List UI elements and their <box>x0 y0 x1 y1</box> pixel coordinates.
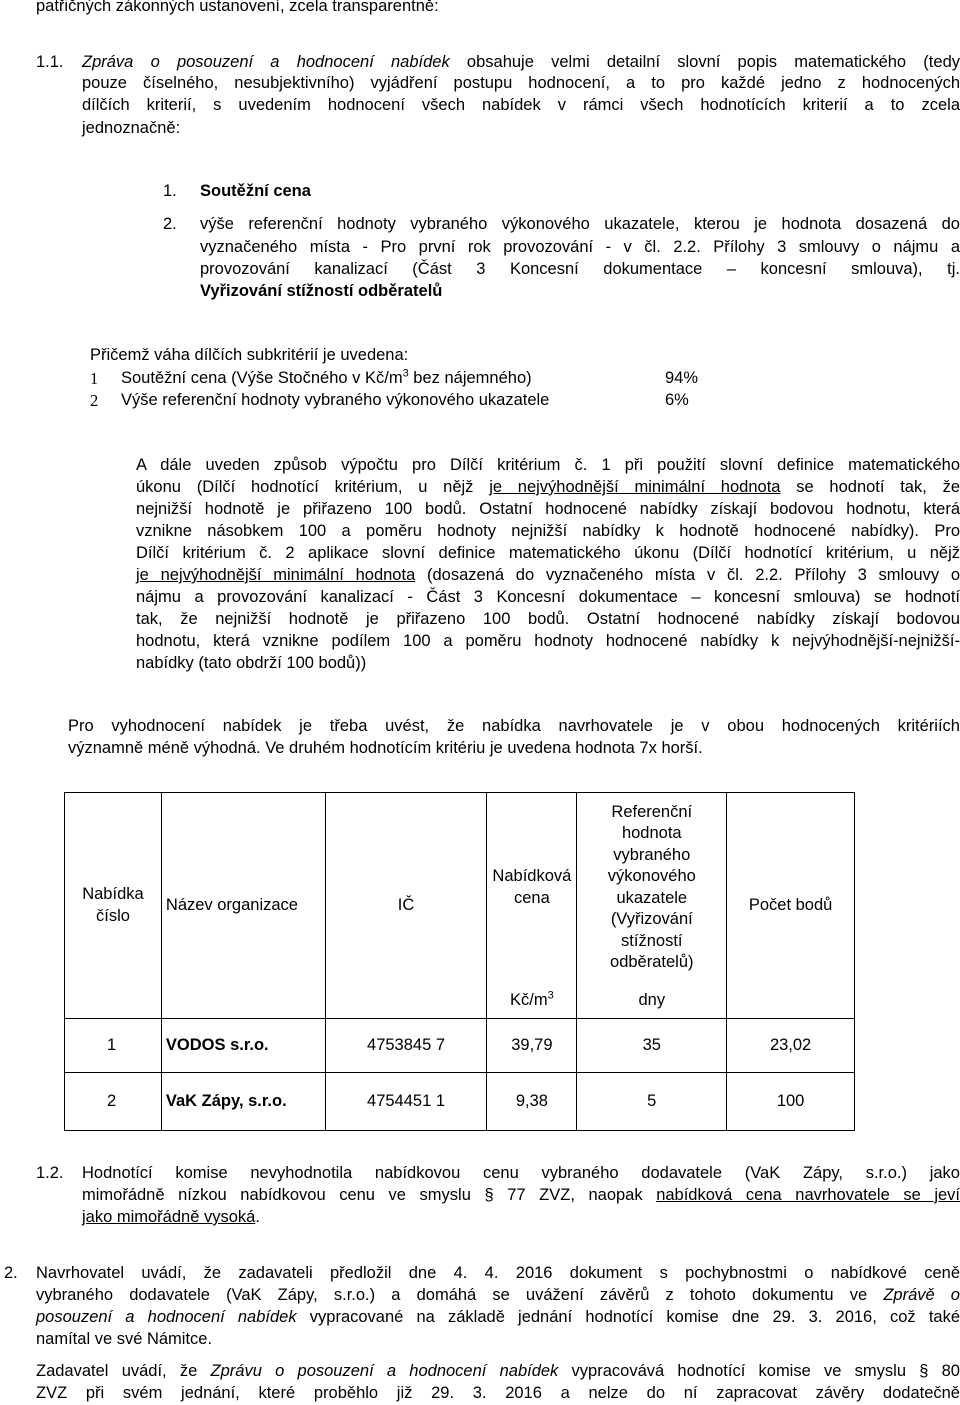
section-1-1-line1: Zpráva o posouzení a hodnocení nabídek obsahuje velmi detailní slovní popis matematického (tedy <box>82 53 960 71</box>
method-line10: nabídky (tato obdrží 100 bodů)) <box>136 654 367 672</box>
header-reference-value: Referenční hodnota vybraného výkonového ukazatele (Vyřizování stížností odběratelů) <box>577 793 727 983</box>
header-offer-number: Nabídka číslo <box>65 793 162 1019</box>
section-2-paragraph2-line2: ZVZ při svém jednání, které proběhlo již 29. 3. 2016 a nelze do ní zapracovat závěry dodatečně <box>36 1384 960 1402</box>
criterion-2-line2: vyznačeného místa - Pro první rok provozování - v čl. 2.2. Přílohy 3 smlouvy o nájmu a <box>200 238 960 256</box>
section-2-line3: posouzení a hodnocení nabídek vypracované na základě jednání hodnotící komise dne 29. 3. 2016, což také <box>36 1308 960 1326</box>
method-line4: vznikne násobkem 100 a poměru hodnoty nejnižší nabídky k hodnotě hodnocené nabídky). Pro <box>136 522 960 540</box>
section-2-line2: vybraného dodavatele (VaK Zápy, s.r.o.) a domáhá se uvážení závěrů z tohoto dokumentu ve Zprávě o <box>36 1286 960 1304</box>
weight-row-2-number: 2 <box>90 391 99 410</box>
section-1-1-line3: dílčích kriterií, s uvedením hodnocení všech nabídek v rámci všech hodnotících kriterií a to zcela <box>82 96 960 114</box>
section-1-2-number: 1.2. <box>36 1164 64 1182</box>
header-organization: Název organizace <box>161 793 325 1019</box>
section-2-number: 2. <box>4 1264 18 1282</box>
header-offer-price: Nabídková cena <box>487 793 577 983</box>
top-line: patřičných zákonných ustanovení, zcela transparentně: <box>36 0 439 15</box>
weight-row-2-value: 6% <box>665 391 689 409</box>
criterion-2-bold: Vyřizování stížností odběratelů <box>200 282 443 300</box>
section-2-line4: namítal ve své Námitce. <box>36 1330 213 1348</box>
row-1-points: 23,02 <box>727 1019 855 1073</box>
section-1-1-line4: jednoznačně: <box>82 119 181 137</box>
row-1-organization: VODOS s.r.o. <box>161 1019 325 1073</box>
section-1-2-line3: jako mimořádně vysoká. <box>82 1208 260 1226</box>
row-2-number: 2 <box>65 1073 162 1131</box>
criterion-2-line1: výše referenční hodnoty vybraného výkonového ukazatele, kterou je hodnota dosazená do <box>200 215 960 233</box>
method-line3: nejnižší hodnotě je přiřazeno 100 bodů. Ostatní hodnocené nabídky získají bodovou hodnotu, která <box>136 500 960 518</box>
evaluation-line2: významně méně výhodná. Ve druhém hodnotícím kritériu je uvedena hodnota 7x horší. <box>68 739 703 757</box>
criterion-1-text: Soutěžní cena <box>200 182 311 200</box>
weights-intro: Přičemž váha dílčích subkritérií je uvedena: <box>90 346 409 364</box>
method-line8: tak, že nejnižší hodnotě je přiřazeno 100 bodů. Ostatní hodnocené nabídky získají bodovou <box>136 610 960 628</box>
weight-row-2-label: Výše referenční hodnoty vybraného výkonového ukazatele <box>121 391 550 409</box>
header-points: Počet bodů <box>727 793 855 1019</box>
offers-table <box>64 792 855 1131</box>
row-2-price: 9,38 <box>487 1073 577 1131</box>
row-1-ic: 4753845 7 <box>325 1019 487 1073</box>
section-1-2-line1: Hodnotící komise nevyhodnotila nabídkovou cenu vybraného dodavatele (VaK Zápy, s.r.o.) jako <box>82 1164 960 1182</box>
method-line2: úkonu (Dílčí hodnotící kritérium, u nějž je nejvýhodnější minimální hodnota se hodnotí tak, že <box>136 478 960 496</box>
row-2-points: 100 <box>727 1073 855 1131</box>
criterion-2-line3: provozování kanalizací (Část 3 Koncesní dokumentace – koncesní smlouva), tj. <box>200 260 960 278</box>
criterion-1-number: 1. <box>163 182 177 200</box>
row-1-number: 1 <box>65 1019 162 1073</box>
section-2-line1: Navrhovatel uvádí, že zadavateli předložil dne 4. 4. 2016 dokument s pochybnostmi o nabídkové ceně <box>36 1264 960 1282</box>
weight-row-1-value: 94% <box>665 369 699 387</box>
section-2-paragraph2-line1: Zadavatel uvádí, že Zprávu o posouzení a hodnocení nabídek vypracovává hodnotící komise ve smyslu § 80 <box>36 1362 960 1380</box>
row-1-reference: 35 <box>577 1019 727 1073</box>
section-1-1-line2: pouze číselného, nesubjektivního) vyjádření postupu hodnocení, a to pro každé jedno z hodnocených <box>82 74 960 92</box>
unit-reference: dny <box>577 983 727 1019</box>
row-1-price: 39,79 <box>487 1019 577 1073</box>
table-header-row <box>65 793 855 983</box>
method-line6: je nejvýhodnější minimální hodnota (dosazená do vyznačeného místa v čl. 2.2. Přílohy 3 smlouvy o <box>136 566 960 584</box>
weight-row-1-number: 1 <box>90 369 99 388</box>
row-2-reference: 5 <box>577 1073 727 1131</box>
method-line5: Dílčí kritérium č. 2 aplikace slovní definice matematického úkonu (Dílčí hodnotící kritérium, u nějž <box>136 544 960 562</box>
method-line1: A dále uveden způsob výpočtu pro Dílčí kritérium č. 1 při použití slovní definice matematického <box>136 456 960 474</box>
row-2-organization: VaK Zápy, s.r.o. <box>161 1073 325 1131</box>
criterion-2-number: 2. <box>163 215 177 233</box>
unit-price: $Kč/m^3$ <box>487 983 577 1019</box>
section-1-2-line2: mimořádně nízkou nabídkovou cenu ve smyslu § 77 ZVZ, naopak nabídková cena navrhovatele se jeví <box>82 1186 960 1204</box>
table-row <box>65 1019 855 1073</box>
section-1-1-number: 1.1. <box>36 53 64 71</box>
header-ic: IČ <box>325 793 487 1019</box>
table-row <box>65 1073 855 1131</box>
report-title: Zpráva o posouzení a hodnocení nabídek <box>82 53 450 71</box>
method-line7: nájmu a provozování kanalizací - Část 3 Koncesní dokumentace – koncesní smlouva) se hodnotí <box>136 588 960 606</box>
evaluation-line1: Pro vyhodnocení nabídek je třeba uvést, že nabídka navrhovatele je v obou hodnocených kritériích <box>68 717 960 735</box>
weight-row-1-label: Soutěžní cena (Výše Stočného v $Kč/m^3$ bez nájemného) <box>121 367 532 387</box>
method-line9: hodnotu, která vznikne podílem 100 a poměru hodnoty hodnocené nabídky k nejvýhodnější-nejnižší- <box>136 632 960 650</box>
row-2-ic: 4754451 1 <box>325 1073 487 1131</box>
